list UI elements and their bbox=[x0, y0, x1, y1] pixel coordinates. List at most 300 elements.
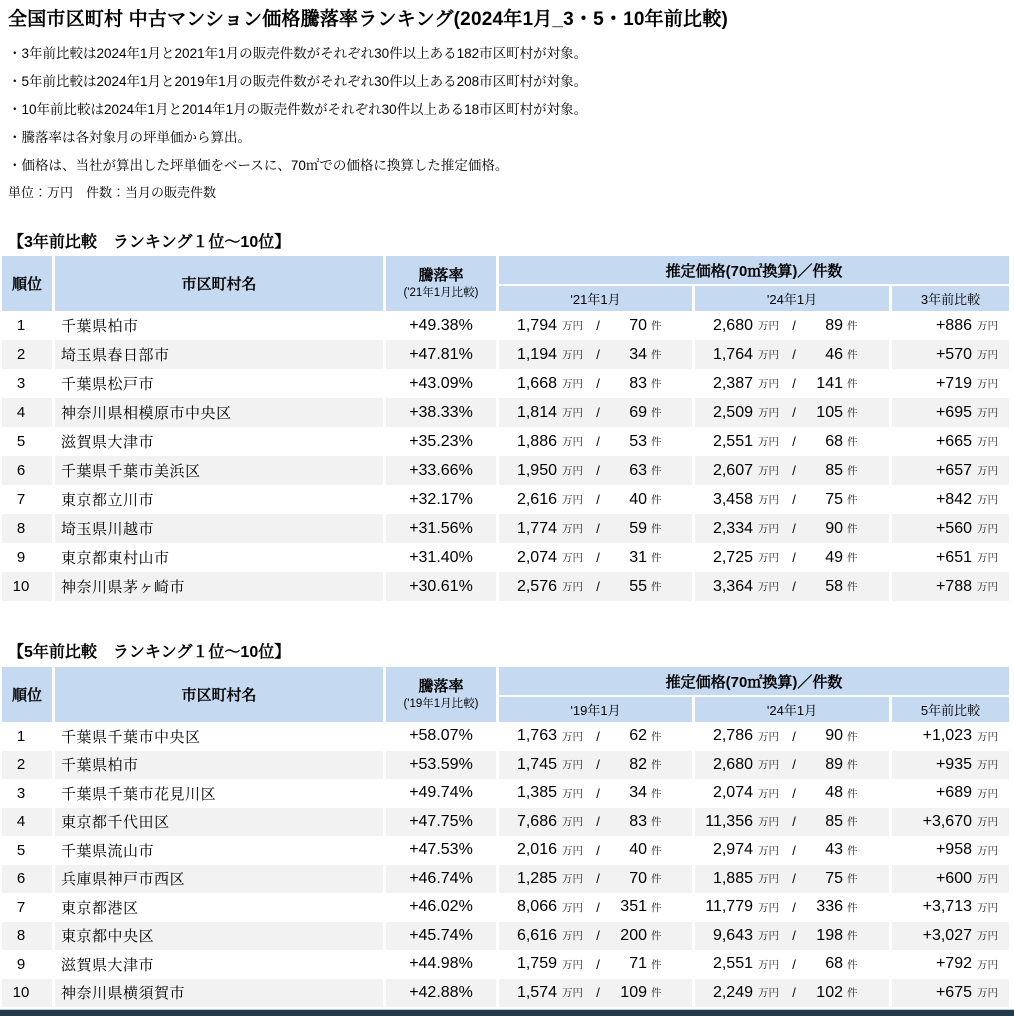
count-value: 71 bbox=[629, 955, 647, 973]
count-unit-label: 件 bbox=[651, 465, 662, 477]
table-row bbox=[2, 836, 1009, 865]
price-unit-label: 万円 bbox=[758, 759, 779, 772]
note-line: ・3年前比較は2024年1月と2021年1月の販売件数がそれぞれ30件以上ある182市区町村が対象。 bbox=[8, 46, 588, 61]
rank-cell: 4 bbox=[2, 808, 52, 837]
table-row bbox=[2, 340, 1009, 369]
count-unit-label: 件 bbox=[847, 320, 858, 332]
header-rate-label: 騰落率 bbox=[418, 266, 464, 284]
price-unit-label: 万円 bbox=[562, 759, 583, 772]
header-price-group: 推定価格(70㎡換算)／件数 bbox=[499, 256, 1009, 284]
count-unit-label: 件 bbox=[651, 436, 662, 448]
price-after-cell bbox=[695, 427, 889, 456]
price-unit-label: 万円 bbox=[562, 494, 583, 506]
price-value: 1,885 bbox=[712, 869, 753, 887]
slash-separator: / bbox=[596, 842, 600, 858]
table-row bbox=[2, 722, 1009, 751]
count-value: 34 bbox=[629, 784, 647, 802]
slash-separator: / bbox=[596, 757, 600, 773]
count-unit-label: 件 bbox=[651, 873, 662, 886]
price-unit-label: 万円 bbox=[758, 523, 779, 535]
price-unit-label: 万円 bbox=[562, 844, 583, 857]
price-unit-label: 万円 bbox=[562, 581, 583, 593]
price-value: 1,814 bbox=[516, 403, 557, 421]
count-value: 34 bbox=[629, 345, 647, 363]
diff-cell bbox=[892, 950, 1009, 979]
slash-separator: / bbox=[596, 728, 600, 744]
diff-value: +886 bbox=[935, 316, 972, 334]
municipality-cell: 滋賀県大津市 bbox=[55, 427, 383, 456]
price-value: 7,686 bbox=[516, 812, 557, 830]
price-value: 1,774 bbox=[516, 519, 557, 537]
table-row bbox=[2, 456, 1009, 485]
slash-separator: / bbox=[792, 842, 796, 858]
count-unit-label: 件 bbox=[651, 523, 662, 535]
table-row bbox=[2, 572, 1009, 601]
rate-cell: +46.74% bbox=[386, 865, 496, 894]
diff-cell bbox=[892, 722, 1009, 751]
price-after-cell bbox=[695, 340, 889, 369]
diff-value: +3,027 bbox=[922, 926, 972, 944]
diff-value: +958 bbox=[935, 841, 972, 859]
slash-separator: / bbox=[596, 956, 600, 972]
header-rate bbox=[386, 256, 496, 311]
price-after-cell bbox=[695, 311, 889, 340]
slash-separator: / bbox=[792, 871, 796, 887]
rate-cell: +47.81% bbox=[386, 340, 496, 369]
slash-separator: / bbox=[596, 871, 600, 887]
price-value: 2,616 bbox=[516, 490, 557, 508]
price-before-cell bbox=[499, 485, 692, 514]
diff-value: +792 bbox=[935, 955, 972, 973]
count-value: 59 bbox=[629, 519, 647, 537]
rank-cell: 10 bbox=[2, 572, 52, 601]
rank-cell: 9 bbox=[2, 950, 52, 979]
price-unit-label: 万円 bbox=[758, 465, 779, 477]
price-unit-label: 万円 bbox=[977, 873, 998, 886]
price-unit-label: 万円 bbox=[562, 930, 583, 943]
price-unit-label: 万円 bbox=[758, 494, 779, 506]
table-row bbox=[2, 751, 1009, 780]
slash-separator: / bbox=[792, 956, 796, 972]
diff-cell bbox=[892, 514, 1009, 543]
price-after-cell bbox=[695, 514, 889, 543]
price-after-cell bbox=[695, 398, 889, 427]
price-before-cell bbox=[499, 340, 692, 369]
page-title: 全国市区町村 中古マンション価格騰落率ランキング(2024年1月_3・5・10年前比較) bbox=[8, 9, 728, 30]
table-row bbox=[2, 950, 1009, 979]
section-title: 【3年前比較 ランキング１位〜10位】 bbox=[8, 234, 291, 251]
table-row bbox=[2, 893, 1009, 922]
count-unit-label: 件 bbox=[847, 787, 858, 800]
price-unit-label: 万円 bbox=[977, 958, 998, 971]
slash-separator: / bbox=[792, 463, 796, 478]
diff-cell bbox=[892, 398, 1009, 427]
municipality-cell: 千葉県千葉市美浜区 bbox=[55, 456, 383, 485]
slash-separator: / bbox=[792, 579, 796, 594]
count-value: 62 bbox=[629, 727, 647, 745]
price-value: 2,509 bbox=[712, 403, 753, 421]
diff-cell bbox=[892, 456, 1009, 485]
count-value: 85 bbox=[825, 461, 843, 479]
diff-cell bbox=[892, 340, 1009, 369]
rate-cell: +43.09% bbox=[386, 369, 496, 398]
slash-separator: / bbox=[596, 434, 600, 449]
price-value: 2,551 bbox=[712, 955, 753, 973]
price-before-cell bbox=[499, 572, 692, 601]
price-unit-label: 万円 bbox=[758, 901, 779, 914]
count-unit-label: 件 bbox=[651, 730, 662, 743]
slash-separator: / bbox=[596, 492, 600, 507]
price-unit-label: 万円 bbox=[562, 320, 583, 332]
header-rate bbox=[386, 667, 496, 722]
price-value: 11,356 bbox=[705, 812, 753, 830]
table-row bbox=[2, 979, 1009, 1008]
note-line: ・価格は、当社が算出した坪単価をベースに、70㎡での価格に換算した推定価格。 bbox=[8, 158, 509, 173]
rank-cell: 7 bbox=[2, 485, 52, 514]
price-before-cell bbox=[499, 979, 692, 1008]
price-before-cell bbox=[499, 808, 692, 837]
count-value: 89 bbox=[825, 316, 843, 334]
count-unit-label: 件 bbox=[847, 816, 858, 829]
municipality-cell: 千葉県流山市 bbox=[55, 836, 383, 865]
price-value: 2,074 bbox=[516, 548, 557, 566]
price-after-cell bbox=[695, 808, 889, 837]
price-unit-label: 万円 bbox=[562, 901, 583, 914]
count-value: 105 bbox=[816, 403, 843, 421]
municipality-cell: 埼玉県春日部市 bbox=[55, 340, 383, 369]
table-row bbox=[2, 311, 1009, 340]
count-unit-label: 件 bbox=[847, 349, 858, 361]
price-after-cell bbox=[695, 893, 889, 922]
price-unit-label: 万円 bbox=[562, 407, 583, 419]
count-unit-label: 件 bbox=[651, 581, 662, 593]
municipality-cell: 兵庫県神戸市西区 bbox=[55, 865, 383, 894]
price-after-cell bbox=[695, 751, 889, 780]
price-unit-label: 万円 bbox=[562, 523, 583, 535]
count-value: 31 bbox=[629, 548, 647, 566]
slash-separator: / bbox=[596, 579, 600, 594]
count-value: 68 bbox=[825, 432, 843, 450]
count-unit-label: 件 bbox=[847, 552, 858, 564]
slash-separator: / bbox=[596, 376, 600, 391]
diff-value: +842 bbox=[935, 490, 972, 508]
table-row bbox=[2, 922, 1009, 951]
note-line: ・10年前比較は2024年1月と2014年1月の販売件数がそれぞれ30件以上ある18市区町村が対象。 bbox=[8, 102, 588, 117]
rank-cell: 3 bbox=[2, 369, 52, 398]
price-unit-label: 万円 bbox=[562, 787, 583, 800]
count-value: 90 bbox=[825, 727, 843, 745]
count-value: 102 bbox=[816, 983, 843, 1001]
count-unit-label: 件 bbox=[651, 930, 662, 943]
count-value: 83 bbox=[629, 812, 647, 830]
price-unit-label: 万円 bbox=[562, 873, 583, 886]
count-value: 68 bbox=[825, 955, 843, 973]
price-unit-label: 万円 bbox=[977, 930, 998, 943]
count-value: 58 bbox=[825, 577, 843, 595]
count-value: 70 bbox=[629, 869, 647, 887]
price-before-cell bbox=[499, 751, 692, 780]
municipality-cell: 神奈川県横須賀市 bbox=[55, 979, 383, 1008]
count-unit-label: 件 bbox=[847, 901, 858, 914]
price-value: 2,680 bbox=[712, 755, 753, 773]
price-value: 3,458 bbox=[712, 490, 753, 508]
price-unit-label: 万円 bbox=[562, 987, 583, 1000]
rank-cell: 5 bbox=[2, 836, 52, 865]
count-value: 40 bbox=[629, 490, 647, 508]
price-after-cell bbox=[695, 456, 889, 485]
header-col-before: '21年1月 bbox=[499, 286, 692, 311]
price-after-cell bbox=[695, 979, 889, 1008]
diff-value: +3,713 bbox=[922, 898, 972, 916]
count-value: 55 bbox=[629, 577, 647, 595]
count-value: 90 bbox=[825, 519, 843, 537]
diff-cell bbox=[892, 922, 1009, 951]
rate-cell: +31.56% bbox=[386, 514, 496, 543]
price-value: 1,194 bbox=[516, 345, 557, 363]
count-unit-label: 件 bbox=[847, 730, 858, 743]
count-value: 53 bbox=[629, 432, 647, 450]
header-col-after: '24年1月 bbox=[695, 697, 889, 722]
diff-value: +560 bbox=[935, 519, 972, 537]
rate-cell: +30.61% bbox=[386, 572, 496, 601]
price-before-cell bbox=[499, 427, 692, 456]
diff-value: +675 bbox=[935, 983, 972, 1001]
diff-cell bbox=[892, 485, 1009, 514]
price-unit-label: 万円 bbox=[977, 407, 998, 419]
count-unit-label: 件 bbox=[847, 958, 858, 971]
price-after-cell bbox=[695, 950, 889, 979]
price-unit-label: 万円 bbox=[977, 465, 998, 477]
price-value: 2,680 bbox=[712, 316, 753, 334]
count-unit-label: 件 bbox=[651, 901, 662, 914]
diff-value: +1,023 bbox=[922, 727, 972, 745]
count-unit-label: 件 bbox=[651, 320, 662, 332]
price-unit-label: 万円 bbox=[977, 378, 998, 390]
count-value: 85 bbox=[825, 812, 843, 830]
ranking-table-3yr bbox=[2, 256, 1009, 601]
price-before-cell bbox=[499, 893, 692, 922]
header-rank: 順位 bbox=[2, 667, 52, 722]
price-value: 2,607 bbox=[712, 461, 753, 479]
rank-cell: 8 bbox=[2, 922, 52, 951]
slash-separator: / bbox=[596, 318, 600, 333]
rank-cell: 9 bbox=[2, 543, 52, 572]
rate-cell: +44.98% bbox=[386, 950, 496, 979]
price-unit-label: 万円 bbox=[977, 320, 998, 332]
section-title: 【5年前比較 ランキング１位〜10位】 bbox=[8, 644, 291, 661]
price-unit-label: 万円 bbox=[977, 787, 998, 800]
price-unit-label: 万円 bbox=[758, 407, 779, 419]
price-before-cell bbox=[499, 922, 692, 951]
rate-cell: +49.74% bbox=[386, 779, 496, 808]
ranking-section-3yr bbox=[2, 233, 1010, 601]
table-row bbox=[2, 779, 1009, 808]
rate-cell: +58.07% bbox=[386, 722, 496, 751]
diff-cell bbox=[892, 427, 1009, 456]
slash-separator: / bbox=[596, 347, 600, 362]
slash-separator: / bbox=[792, 785, 796, 801]
table-row bbox=[2, 427, 1009, 456]
price-value: 2,074 bbox=[712, 784, 753, 802]
table-row bbox=[2, 398, 1009, 427]
diff-cell bbox=[892, 893, 1009, 922]
price-before-cell bbox=[499, 836, 692, 865]
slash-separator: / bbox=[596, 550, 600, 565]
rate-cell: +46.02% bbox=[386, 893, 496, 922]
slash-separator: / bbox=[596, 928, 600, 944]
price-unit-label: 万円 bbox=[562, 958, 583, 971]
price-unit-label: 万円 bbox=[977, 552, 998, 564]
count-value: 109 bbox=[620, 983, 647, 1001]
header-price-group: 推定価格(70㎡換算)／件数 bbox=[499, 667, 1009, 695]
diff-cell bbox=[892, 572, 1009, 601]
price-value: 1,745 bbox=[516, 755, 557, 773]
note-line: ・5年前比較は2024年1月と2019年1月の販売件数がそれぞれ30件以上ある208市区町村が対象。 bbox=[8, 74, 588, 89]
diff-value: +719 bbox=[935, 374, 972, 392]
count-value: 89 bbox=[825, 755, 843, 773]
count-value: 82 bbox=[629, 755, 647, 773]
price-unit-label: 万円 bbox=[758, 844, 779, 857]
price-before-cell bbox=[499, 950, 692, 979]
ranking-section-5yr bbox=[2, 643, 1010, 1007]
diff-cell bbox=[892, 979, 1009, 1008]
count-value: 69 bbox=[629, 403, 647, 421]
diff-value: +788 bbox=[935, 577, 972, 595]
slash-separator: / bbox=[792, 728, 796, 744]
count-value: 198 bbox=[816, 926, 843, 944]
slash-separator: / bbox=[792, 814, 796, 830]
count-value: 200 bbox=[620, 926, 647, 944]
municipality-cell: 千葉県千葉市中央区 bbox=[55, 722, 383, 751]
price-after-cell bbox=[695, 485, 889, 514]
count-unit-label: 件 bbox=[847, 844, 858, 857]
count-unit-label: 件 bbox=[847, 378, 858, 390]
price-after-cell bbox=[695, 572, 889, 601]
count-unit-label: 件 bbox=[651, 816, 662, 829]
price-unit-label: 万円 bbox=[758, 730, 779, 743]
note-line: ・騰落率は各対象月の坪単価から算出。 bbox=[8, 130, 251, 145]
rank-cell: 1 bbox=[2, 722, 52, 751]
price-value: 3,364 bbox=[712, 577, 753, 595]
rate-cell: +47.53% bbox=[386, 836, 496, 865]
price-value: 2,725 bbox=[712, 548, 753, 566]
diff-cell bbox=[892, 779, 1009, 808]
price-unit-label: 万円 bbox=[562, 730, 583, 743]
price-unit-label: 万円 bbox=[758, 552, 779, 564]
diff-value: +570 bbox=[935, 345, 972, 363]
count-unit-label: 件 bbox=[847, 523, 858, 535]
price-after-cell bbox=[695, 836, 889, 865]
price-before-cell bbox=[499, 398, 692, 427]
price-value: 1,385 bbox=[516, 784, 557, 802]
diff-value: +665 bbox=[935, 432, 972, 450]
count-unit-label: 件 bbox=[847, 759, 858, 772]
price-value: 6,616 bbox=[516, 926, 557, 944]
price-unit-label: 万円 bbox=[977, 494, 998, 506]
price-unit-label: 万円 bbox=[758, 930, 779, 943]
price-unit-label: 万円 bbox=[562, 816, 583, 829]
price-unit-label: 万円 bbox=[977, 844, 998, 857]
slash-separator: / bbox=[792, 434, 796, 449]
rank-cell: 7 bbox=[2, 893, 52, 922]
rank-cell: 2 bbox=[2, 751, 52, 780]
price-value: 1,764 bbox=[712, 345, 753, 363]
price-value: 1,794 bbox=[516, 316, 557, 334]
price-unit-label: 万円 bbox=[758, 378, 779, 390]
count-value: 40 bbox=[629, 841, 647, 859]
table-header bbox=[2, 667, 1009, 722]
rate-cell: +31.40% bbox=[386, 543, 496, 572]
slash-separator: / bbox=[792, 376, 796, 391]
count-value: 48 bbox=[825, 784, 843, 802]
count-unit-label: 件 bbox=[847, 407, 858, 419]
rank-cell: 5 bbox=[2, 427, 52, 456]
price-after-cell bbox=[695, 369, 889, 398]
price-before-cell bbox=[499, 456, 692, 485]
slash-separator: / bbox=[792, 550, 796, 565]
rank-cell: 3 bbox=[2, 779, 52, 808]
count-unit-label: 件 bbox=[651, 552, 662, 564]
price-unit-label: 万円 bbox=[562, 378, 583, 390]
price-unit-label: 万円 bbox=[758, 987, 779, 1000]
price-value: 9,643 bbox=[712, 926, 753, 944]
municipality-cell: 千葉県千葉市花見川区 bbox=[55, 779, 383, 808]
slash-separator: / bbox=[792, 521, 796, 536]
count-unit-label: 件 bbox=[651, 378, 662, 390]
price-unit-label: 万円 bbox=[562, 436, 583, 448]
count-value: 351 bbox=[620, 898, 647, 916]
diff-cell bbox=[892, 836, 1009, 865]
price-before-cell bbox=[499, 514, 692, 543]
slash-separator: / bbox=[792, 757, 796, 773]
price-unit-label: 万円 bbox=[758, 581, 779, 593]
rate-cell: +47.75% bbox=[386, 808, 496, 837]
rank-cell: 4 bbox=[2, 398, 52, 427]
price-unit-label: 万円 bbox=[977, 816, 998, 829]
slash-separator: / bbox=[596, 785, 600, 801]
price-unit-label: 万円 bbox=[977, 349, 998, 361]
count-unit-label: 件 bbox=[847, 494, 858, 506]
slash-separator: / bbox=[792, 347, 796, 362]
count-value: 43 bbox=[825, 841, 843, 859]
count-unit-label: 件 bbox=[847, 873, 858, 886]
count-unit-label: 件 bbox=[651, 958, 662, 971]
header-rate-label: 騰落率 bbox=[418, 677, 464, 695]
price-unit-label: 万円 bbox=[562, 552, 583, 564]
bottom-bar bbox=[0, 1009, 1014, 1016]
price-value: 1,759 bbox=[516, 955, 557, 973]
rank-cell: 10 bbox=[2, 979, 52, 1008]
price-value: 2,249 bbox=[712, 983, 753, 1001]
header-col-before: '19年1月 bbox=[499, 697, 692, 722]
slash-separator: / bbox=[596, 814, 600, 830]
slash-separator: / bbox=[792, 492, 796, 507]
ranking-table-5yr bbox=[2, 667, 1009, 1007]
price-value: 2,974 bbox=[712, 841, 753, 859]
slash-separator: / bbox=[792, 928, 796, 944]
table-row bbox=[2, 865, 1009, 894]
price-value: 2,551 bbox=[712, 432, 753, 450]
table-row bbox=[2, 808, 1009, 837]
municipality-cell: 東京都港区 bbox=[55, 893, 383, 922]
price-value: 1,763 bbox=[516, 727, 557, 745]
price-unit-label: 万円 bbox=[977, 436, 998, 448]
price-unit-label: 万円 bbox=[977, 523, 998, 535]
municipality-cell: 滋賀県大津市 bbox=[55, 950, 383, 979]
price-after-cell bbox=[695, 922, 889, 951]
municipality-cell: 東京都千代田区 bbox=[55, 808, 383, 837]
price-value: 11,779 bbox=[705, 898, 753, 916]
